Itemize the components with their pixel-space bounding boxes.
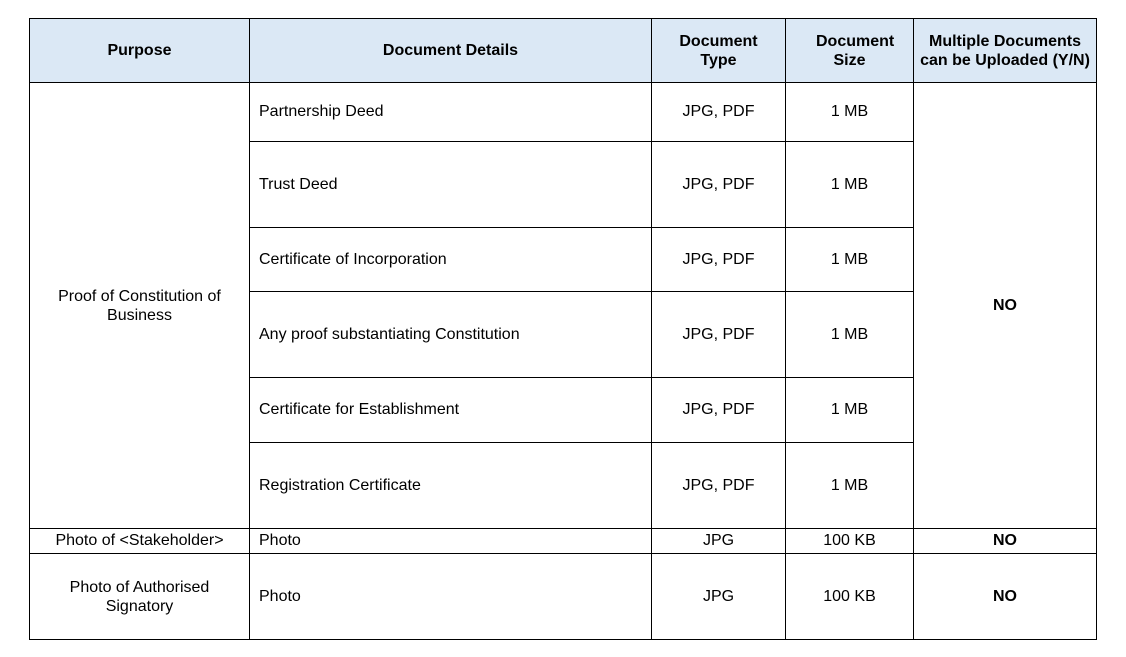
document-type-cell: JPG, PDF	[652, 228, 786, 292]
document-type-cell: JPG	[652, 529, 786, 554]
document-details-cell: Any proof substantiating Constitution	[250, 292, 652, 378]
document-type-cell: JPG, PDF	[652, 142, 786, 228]
document-size-cell: 100 KB	[786, 529, 914, 554]
document-size-cell: 1 MB	[786, 142, 914, 228]
header-document-details: Document Details	[250, 19, 652, 83]
table-row	[30, 554, 1097, 640]
header-purpose: Purpose	[30, 19, 250, 83]
purpose-text: Photo of Authorised Signatory	[69, 578, 210, 615]
purpose-cell	[30, 83, 250, 529]
document-size-cell: 1 MB	[786, 292, 914, 378]
multiple-upload-cell: NO	[914, 529, 1097, 554]
document-size-cell: 1 MB	[786, 443, 914, 529]
table-row	[30, 83, 1097, 142]
document-details-cell: Photo	[250, 529, 652, 554]
header-document-size: Document Size	[786, 19, 914, 83]
purpose-cell: Photo of <Stakeholder>	[30, 529, 250, 554]
documents-table	[29, 18, 1097, 640]
multiple-upload-cell: NO	[914, 83, 1097, 529]
document-details-cell: Partnership Deed	[250, 83, 652, 142]
document-size-cell: 1 MB	[786, 378, 914, 443]
document-size-cell: 1 MB	[786, 228, 914, 292]
multiple-upload-cell: NO	[914, 554, 1097, 640]
document-details-cell: Registration Certificate	[250, 443, 652, 529]
document-details-cell: Certificate of Incorporation	[250, 228, 652, 292]
header-document-type: Document Type	[652, 19, 786, 83]
document-type-cell: JPG, PDF	[652, 292, 786, 378]
document-details-cell: Certificate for Establishment	[250, 378, 652, 443]
purpose-text: Proof of Constitution of Business	[58, 287, 221, 324]
header-row	[30, 19, 1097, 83]
document-size-cell: 100 KB	[786, 554, 914, 640]
document-details-cell: Photo	[250, 554, 652, 640]
header-multiple-documents: Multiple Documents can be Uploaded (Y/N)	[914, 19, 1097, 83]
document-type-cell: JPG, PDF	[652, 378, 786, 443]
document-type-cell: JPG, PDF	[652, 83, 786, 142]
document-size-cell: 1 MB	[786, 83, 914, 142]
document-type-cell: JPG, PDF	[652, 443, 786, 529]
document-details-cell: Trust Deed	[250, 142, 652, 228]
document-type-cell: JPG	[652, 554, 786, 640]
table-row	[30, 529, 1097, 554]
purpose-cell	[30, 554, 250, 640]
